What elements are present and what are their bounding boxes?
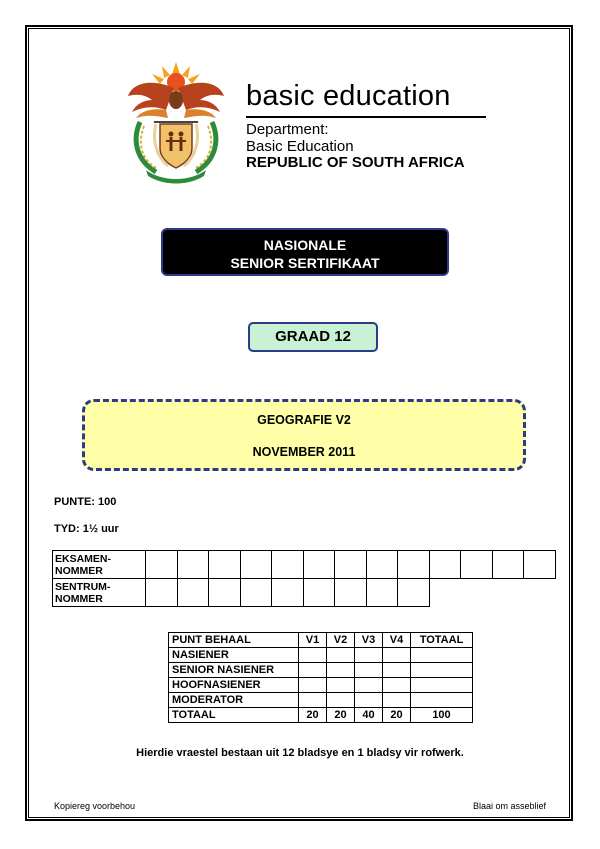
- certificate-title-line1: NASIONALE: [263, 237, 347, 253]
- marks-header: TOTAAL: [411, 633, 473, 648]
- brand-title: basic education: [246, 80, 451, 112]
- marks-cell[interactable]: [299, 663, 327, 678]
- marks-row: [169, 663, 473, 678]
- marks-cell[interactable]: [411, 648, 473, 663]
- marks-total-row: [169, 708, 473, 723]
- exam-number-label: [53, 551, 146, 579]
- turn-page-footer: Blaai om asseblief: [472, 801, 546, 811]
- empty-cell: [429, 579, 461, 607]
- marks-cell[interactable]: [383, 648, 411, 663]
- centre-number-box[interactable]: [272, 579, 304, 607]
- marks-cell[interactable]: [355, 693, 383, 708]
- marks-row-label: MODERATOR: [169, 693, 299, 708]
- marks-cell[interactable]: [299, 648, 327, 663]
- exam-number-box[interactable]: [492, 551, 524, 579]
- centre-number-box[interactable]: [398, 579, 430, 607]
- marks-total-value: 20: [383, 708, 411, 723]
- marks-row: [169, 678, 473, 693]
- coat-of-arms-icon: [126, 60, 226, 185]
- marks-row: [169, 648, 473, 663]
- exam-number-box[interactable]: [209, 551, 241, 579]
- candidate-number-table: [52, 550, 556, 607]
- centre-number-box[interactable]: [177, 579, 209, 607]
- exam-number-box[interactable]: [272, 551, 304, 579]
- brand-underline: [246, 116, 486, 118]
- marks-total-value: 20: [299, 708, 327, 723]
- centre-number-box[interactable]: [209, 579, 241, 607]
- exam-number-box[interactable]: [177, 551, 209, 579]
- exam-number-box[interactable]: [240, 551, 272, 579]
- subject-box: [82, 399, 526, 471]
- centre-number-label-line2: NOMMER: [55, 592, 103, 605]
- exam-number-box[interactable]: [461, 551, 493, 579]
- page-count-note: Hierdie vraestel bestaan uit 12 bladsye en 1 bladsy vir rofwerk.: [136, 747, 464, 759]
- marks-cell[interactable]: [383, 693, 411, 708]
- marks-total-value: 20: [327, 708, 355, 723]
- marks-table: [168, 632, 473, 723]
- exam-number-box[interactable]: [335, 551, 367, 579]
- marks-cell[interactable]: [355, 663, 383, 678]
- marks-row-label: NASIENER: [169, 648, 299, 663]
- marks-cell[interactable]: [299, 678, 327, 693]
- exam-number-row: [53, 551, 556, 579]
- certificate-title-line2: SENIOR SERTIFIKAAT: [230, 255, 380, 271]
- marks-total-value: 40: [355, 708, 383, 723]
- exam-number-box[interactable]: [146, 551, 178, 579]
- subject-name: GEOGRAFIE V2: [257, 413, 351, 427]
- marks-cell[interactable]: [299, 693, 327, 708]
- department-name: Basic Education: [246, 138, 354, 155]
- marks-cell[interactable]: [383, 678, 411, 693]
- empty-cell: [492, 579, 524, 607]
- marks-cell[interactable]: [411, 693, 473, 708]
- marks-cell[interactable]: [327, 648, 355, 663]
- centre-number-label: [53, 579, 146, 607]
- exam-time: TYD: 1½ uur: [54, 523, 119, 535]
- centre-number-box[interactable]: [366, 579, 398, 607]
- exam-number-box[interactable]: [429, 551, 461, 579]
- exam-number-box[interactable]: [524, 551, 556, 579]
- department-label: Department:: [246, 121, 329, 138]
- marks-header: PUNT BEHAAL: [169, 633, 299, 648]
- exam-number-label-line2: NOMMER: [55, 564, 103, 577]
- centre-number-label-line1: SENTRUM-: [55, 580, 111, 593]
- marks-cell[interactable]: [327, 678, 355, 693]
- copyright-footer: Kopiereg voorbehou: [54, 801, 136, 811]
- marks-row-label: HOOFNASIENER: [169, 678, 299, 693]
- empty-cell: [524, 579, 556, 607]
- exam-number-label-line1: EKSAMEN-: [55, 552, 112, 565]
- marks-header: V4: [383, 633, 411, 648]
- marks-header: V2: [327, 633, 355, 648]
- exam-date: NOVEMBER 2011: [252, 445, 356, 459]
- marks-cell[interactable]: [327, 663, 355, 678]
- centre-number-box[interactable]: [146, 579, 178, 607]
- exam-number-box[interactable]: [366, 551, 398, 579]
- centre-number-row: [53, 579, 556, 607]
- certificate-title-box: [161, 228, 449, 276]
- marks-cell[interactable]: [355, 678, 383, 693]
- marks-total-label: TOTAAL: [169, 708, 299, 723]
- exam-number-box[interactable]: [398, 551, 430, 579]
- country-name: REPUBLIC OF SOUTH AFRICA: [246, 154, 465, 171]
- marks-cell[interactable]: [411, 663, 473, 678]
- marks-cell[interactable]: [355, 648, 383, 663]
- marks-header: V3: [355, 633, 383, 648]
- marks-header: V1: [299, 633, 327, 648]
- centre-number-box[interactable]: [335, 579, 367, 607]
- exam-number-box[interactable]: [303, 551, 335, 579]
- marks-header-row: [169, 633, 473, 648]
- centre-number-box[interactable]: [303, 579, 335, 607]
- grade-box: GRAAD 12: [248, 322, 378, 352]
- empty-cell: [461, 579, 493, 607]
- marks-cell[interactable]: [327, 693, 355, 708]
- marks-cell[interactable]: [383, 663, 411, 678]
- marks-row-label: SENIOR NASIENER: [169, 663, 299, 678]
- marks-total-value: 100: [411, 708, 473, 723]
- centre-number-box[interactable]: [240, 579, 272, 607]
- total-marks: PUNTE: 100: [54, 496, 117, 508]
- marks-cell[interactable]: [411, 678, 473, 693]
- marks-row: [169, 693, 473, 708]
